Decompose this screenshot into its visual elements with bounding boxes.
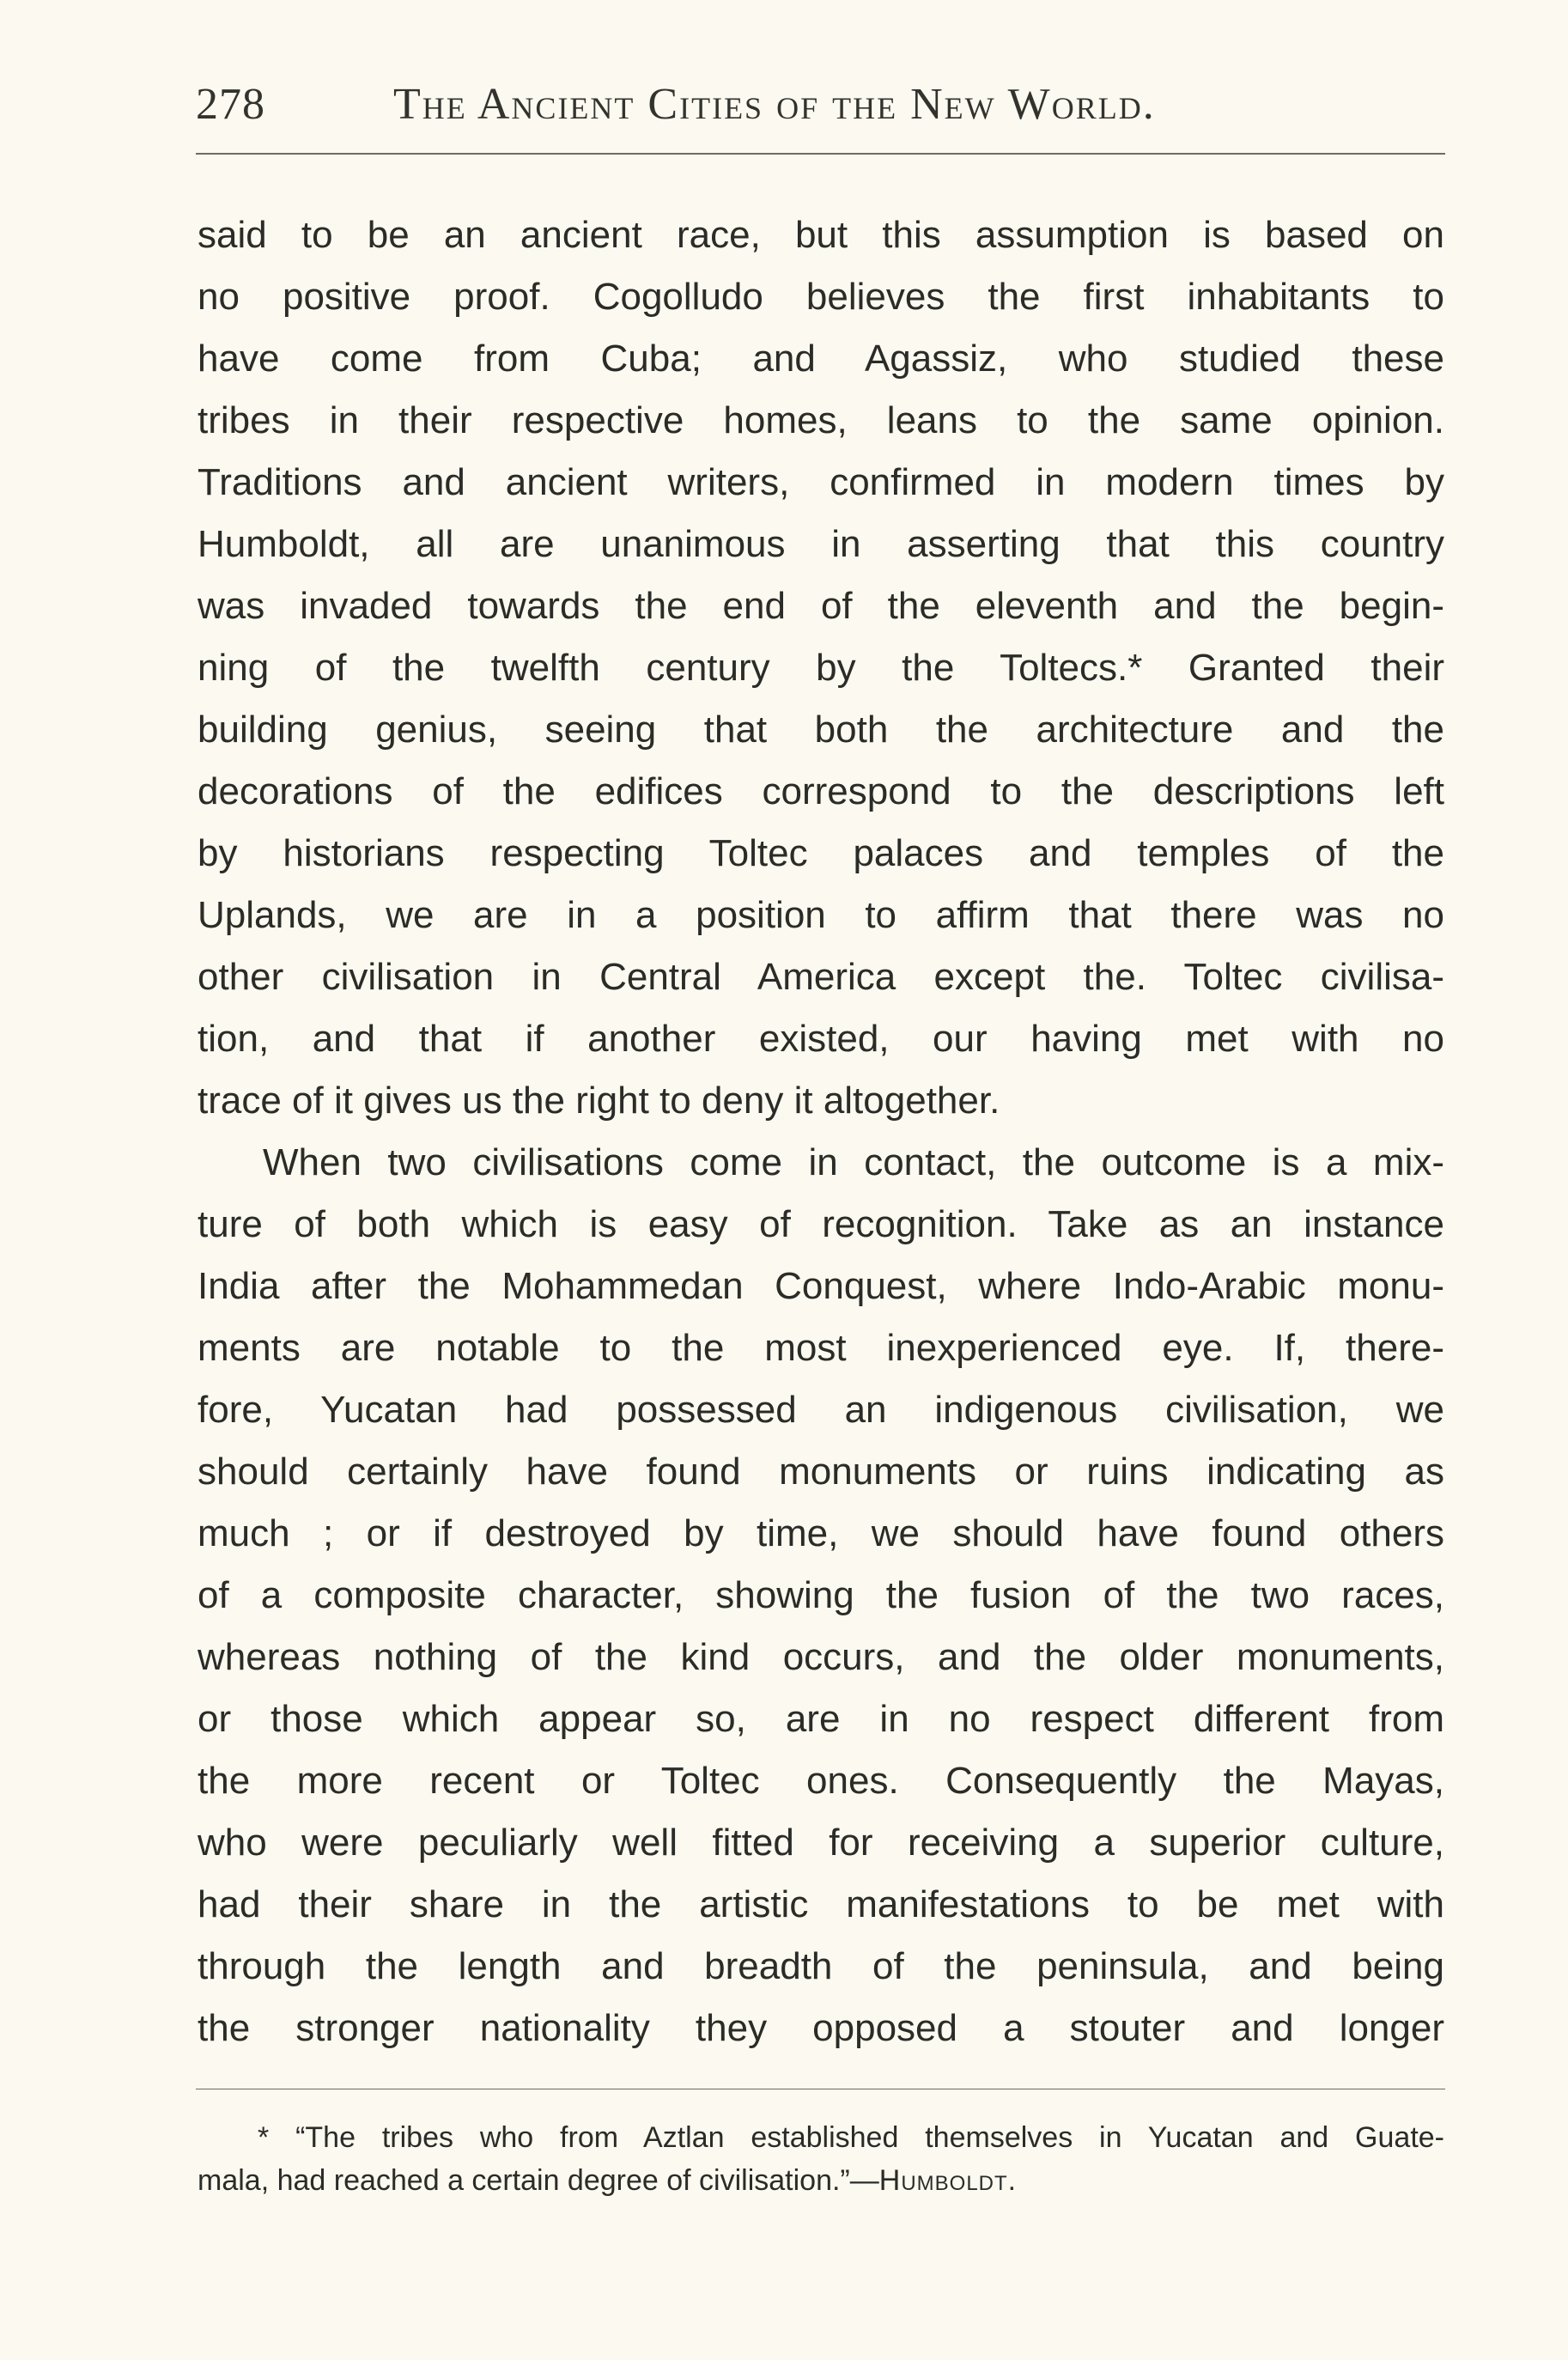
text-line: much ; or if destroyed by time, we should have found others	[198, 1512, 1444, 1554]
text-line: have come from Cuba; and Agassiz, who studied these	[198, 338, 1444, 380]
footnote-author: Humboldt.	[878, 2164, 1018, 2197]
text-line: no positive proof. Cogolludo believes the first inhabitants to	[198, 276, 1444, 318]
text-line: said to be an ancient race, but this assumption is based on	[198, 214, 1444, 256]
text-line: who were peculiarly well fitted for receiving a superior culture,	[198, 1822, 1444, 1864]
footnote-text: mala, had reached a certain degree of civilisation.”—	[198, 2164, 879, 2197]
text-line: whereas nothing of the kind occurs, and the older monuments,	[198, 1636, 1444, 1678]
header-rule	[196, 153, 1445, 155]
text-line: had their share in the artistic manifestations to be met with	[198, 1883, 1444, 1925]
text-line: the more recent or Toltec ones. Consequently the Mayas,	[198, 1760, 1444, 1802]
text-line: of a composite character, showing the fusion of the two races,	[198, 1574, 1444, 1616]
text-line: should certainly have found monuments or ruins indicating as	[198, 1451, 1444, 1493]
running-header	[196, 79, 1445, 148]
text-line: or those which appear so, are in no respect different from	[198, 1698, 1444, 1740]
text-line: fore, Yucatan had possessed an indigenous civilisation, we	[198, 1389, 1444, 1431]
text-line: by historians respecting Toltec palaces and temples of the	[198, 832, 1444, 874]
text-line: tion, and that if another existed, our having met with no	[198, 1018, 1444, 1060]
text-line: Traditions and ancient writers, confirmed in modern times by	[198, 461, 1444, 503]
text-line: the stronger nationality they opposed a stouter and longer	[198, 2007, 1444, 2049]
text-line: ments are notable to the most inexperienced eye. If, there-	[198, 1327, 1444, 1369]
text-line: other civilisation in Central America except the. Toltec civilisa-	[198, 956, 1444, 998]
text-line: Humboldt, all are unanimous in asserting that this country	[198, 523, 1444, 565]
text-line: trace of it gives us the right to deny it altogether.	[198, 1080, 1000, 1122]
text-line: decorations of the edifices correspond to the descriptions left	[198, 770, 1444, 812]
footnote-line: * “The tribes who from Aztlan established themselves in Yucatan and Guate-	[258, 2121, 1444, 2154]
text-line: When two civilisations come in contact, the outcome is a mix-	[263, 1141, 1444, 1183]
running-title: The Ancient Cities of the New World.	[393, 80, 1156, 129]
text-line: through the length and breadth of the peninsula, and being	[198, 1945, 1444, 1987]
text-line: Uplands, we are in a position to affirm that there was no	[198, 894, 1444, 936]
text-line: ning of the twelfth century by the Toltecs.* Granted their	[198, 647, 1444, 689]
text-line: tribes in their respective homes, leans to the same opinion.	[198, 399, 1444, 441]
text-line: India after the Mohammedan Conquest, where Indo-Arabic monu-	[198, 1265, 1444, 1307]
page-number: 278	[196, 80, 265, 129]
text-line: building genius, seeing that both the architecture and the	[198, 709, 1444, 751]
footnote-line	[198, 2159, 1444, 2202]
text-line: was invaded towards the end of the eleventh and the begin-	[198, 585, 1444, 627]
text-line: ture of both which is easy of recognition. Take as an instance	[198, 1203, 1444, 1245]
